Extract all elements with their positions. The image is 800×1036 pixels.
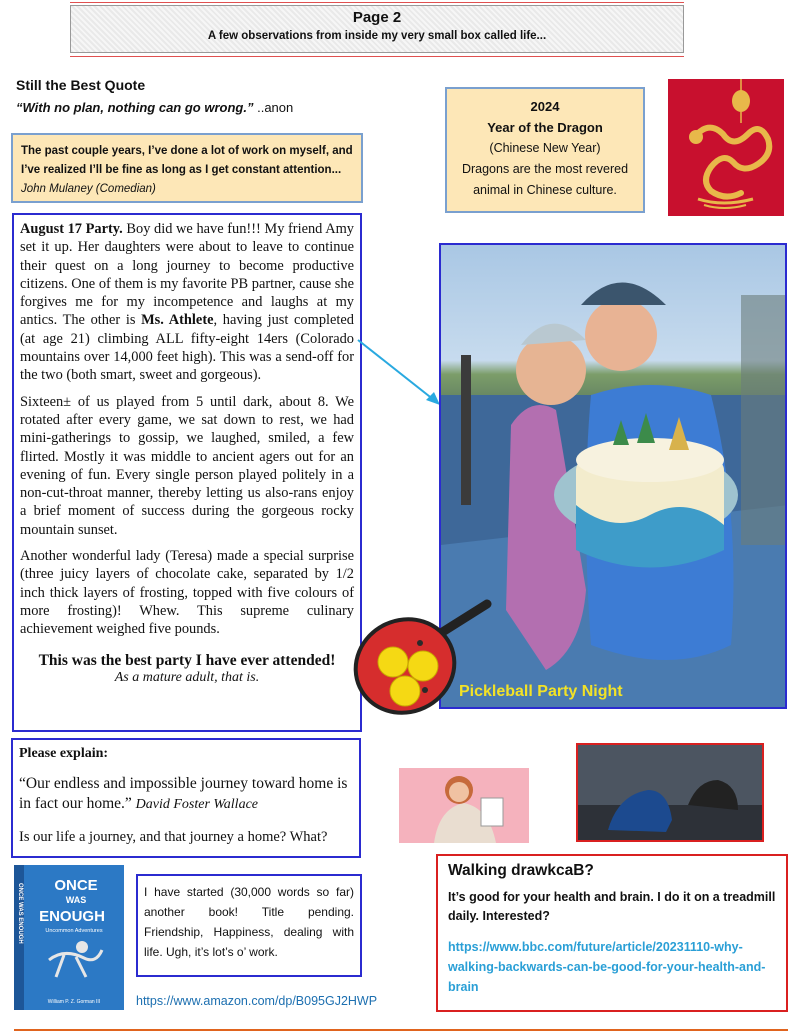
pointer-arrow xyxy=(356,336,442,408)
book-spine: ONCE WAS ENOUGH xyxy=(17,883,23,944)
photo-caption: Pickleball Party Night xyxy=(459,683,623,700)
page-header xyxy=(70,5,684,53)
page-title: Page 2 xyxy=(352,9,402,26)
book-title-1: ONCE xyxy=(54,877,98,894)
party-paragraph-1 xyxy=(20,220,354,385)
explain-heading: Please explain: xyxy=(19,746,109,761)
mulaney-author: John Mulaney (Comedian) xyxy=(21,183,156,195)
please-explain-box xyxy=(11,738,361,858)
dragon-line-2: animal in Chinese culture. xyxy=(473,183,617,197)
header-top-rule xyxy=(70,2,684,3)
treadmill-image xyxy=(576,743,764,842)
book-subtitle: Uncommon Adventures xyxy=(45,928,103,934)
page-subtitle: A few observations from inside my very small box called life... xyxy=(207,30,547,42)
footer-rule xyxy=(14,1029,788,1031)
party-p1-text-b: , having just completed (at age 21) climbing ALL fifty-eight 14ers (Colorado mountains over 14,000 feet high). This was a send-off for the two (both smart, sweet and gorgeous). xyxy=(20,312,354,384)
quote-text: “With no plan, nothing can go wrong.” xyxy=(16,100,254,115)
header-bottom-rule xyxy=(70,56,684,57)
walking-text: It’s good for your health and brain. I do it on a treadmill daily. Interested? xyxy=(448,890,776,923)
explain-quote-text: “Our endless and impossible journey toward home is in fact our home.” xyxy=(19,775,348,812)
party-p1-text-a: Boy did we have fun!!! My friend Amy set it up. Her daughters were about to leave to continue their quest on a long journey to become productive citizens. One of them is my favorite PB partner, cause she forgives me for my incompetence and laughs at my antics. The other is xyxy=(20,221,354,329)
quote-attribution: ..anon xyxy=(257,100,294,115)
explain-author: David Foster Wallace xyxy=(135,797,258,812)
dragon-title: Year of the Dragon xyxy=(487,120,603,135)
dragon-line-1: Dragons are the most revered xyxy=(461,162,629,176)
book-cover-image xyxy=(14,865,124,1010)
year-of-dragon-box xyxy=(445,87,645,213)
mulaney-quote-text: The past couple years, I’ve done a lot of work on myself, and I’ve realized I’ll be fine as long as I get constant attention... xyxy=(21,145,353,176)
book-title-2: WAS xyxy=(65,895,87,905)
pickleball-paddle-icon xyxy=(345,598,495,722)
explain-question: Is our life a journey, and that journey a home? What? xyxy=(19,829,328,845)
bbc-article-link[interactable]: https://www.bbc.com/future/article/20231110-why-walking-backwards-can-be-good-for-your-health-and-brain xyxy=(448,940,766,994)
party-paragraph-3: Another wonderful lady (Teresa) made a special surprise (three juicy layers of chocolate cake, separated by 1/2 inch thick layers of frosting, topped with five colours of more frosting)! Whew. This supreme culinary achievement weighed five pounds. xyxy=(20,548,354,638)
amazon-link[interactable]: https://www.amazon.com/dp/B095GJ2HWP xyxy=(136,994,378,1008)
explain-quote xyxy=(19,774,353,815)
book-author: William P. Z. Gorman III xyxy=(47,999,101,1005)
new-book-note: I have started (30,000 words so far) another book! Title pending. Friendship, Happiness, dealing with life. Ugh, it’s lot’s o’ work. xyxy=(136,874,362,977)
quote-line xyxy=(16,100,293,115)
party-story-box xyxy=(12,213,362,732)
dragon-year: 2024 xyxy=(530,99,560,114)
party-closing-sub: As a mature adult, that is. xyxy=(114,669,260,685)
dragon-image xyxy=(668,79,784,216)
ms-athlete: Ms. Athlete xyxy=(141,312,214,329)
quote-heading: Still the Best Quote xyxy=(16,77,146,93)
book-title-3: ENOUGH xyxy=(39,908,105,925)
mulaney-quote-box xyxy=(11,133,363,203)
surprised-woman-image xyxy=(399,768,529,843)
dragon-subtitle: (Chinese New Year) xyxy=(489,141,601,155)
walking-title: Walking drawkcaB? xyxy=(448,862,594,879)
walking-backward-box xyxy=(436,854,788,1012)
party-lead: August 17 Party. xyxy=(20,221,123,237)
party-closing: This was the best party I have ever attended! xyxy=(38,651,336,669)
party-paragraph-2: Sixteen± of us played from 5 until dark, about 8. We rotated after every game, we sat down to rest, we had mini-gatherings to gossip, we laughed, smiled, a few flirted. Mostly it was middle to ancient agers out for an evening of fun. Every single person played politely in a non-cut-throat manner, thereby letting us also-rans enjoy a brief moment of success during the gorgeous rocky mountain sunset. xyxy=(20,393,354,538)
